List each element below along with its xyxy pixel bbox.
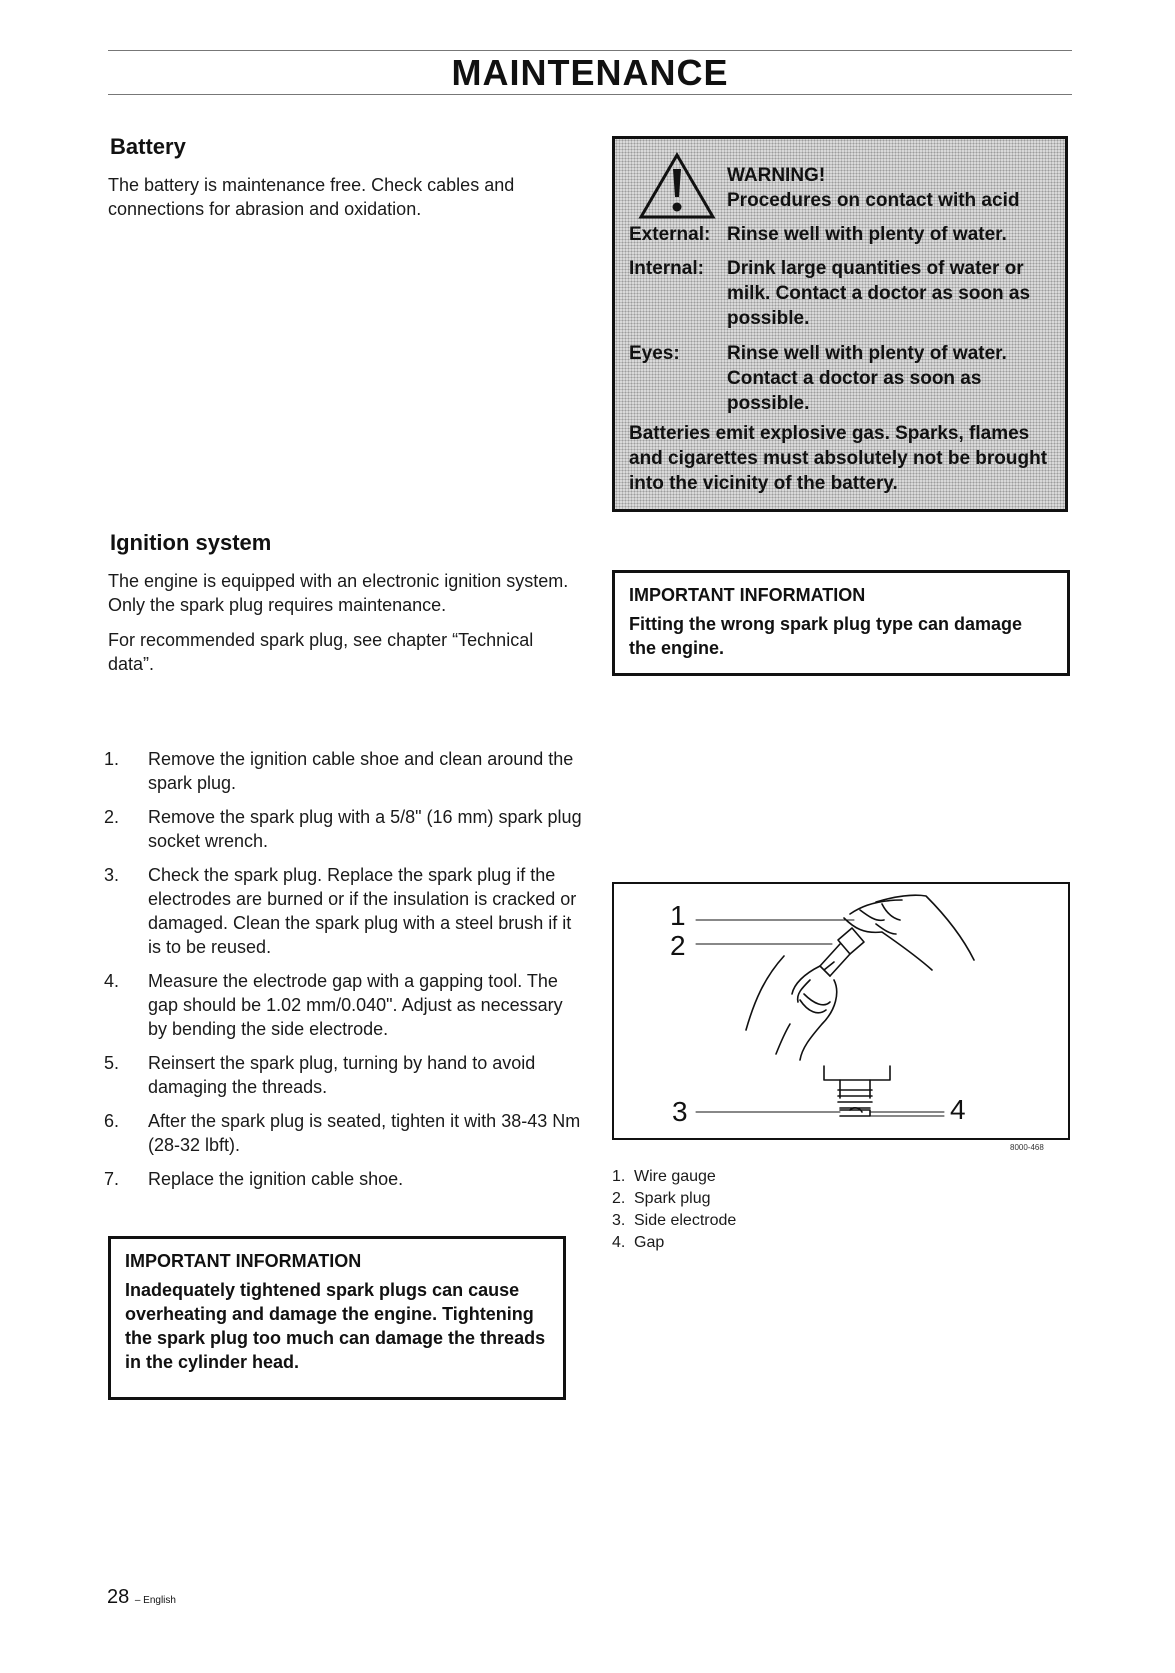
step-text: Check the spark plug. Replace the spark plug if the electrodes are burned or if the insulation is cracked or damaged. Clean the spark plug with a steel brush if it is to be reused.	[148, 865, 577, 957]
figure-code: 8000-468	[1010, 1143, 1044, 1152]
legend-number: 2.	[612, 1190, 626, 1207]
legend-text: Gap	[634, 1234, 665, 1251]
page-title: MAINTENANCE	[451, 52, 729, 93]
page-language: – English	[134, 1595, 176, 1606]
warning-row-text: Rinse well with plenty of water. Contact a doctor as soon as possible.	[727, 343, 1007, 414]
warning-row-label: External:	[629, 224, 711, 245]
step-number: 3.	[104, 865, 120, 885]
step-text: Replace the ignition cable shoe.	[148, 1169, 404, 1189]
list-item	[612, 1210, 736, 1232]
ignition-para-1: The engine is equipped with an electronic ignition system. Only the spark plug requires maintenance.	[108, 571, 569, 615]
list-item	[104, 1051, 584, 1099]
step-number: 4.	[104, 971, 120, 991]
warning-row-label: Eyes:	[629, 343, 680, 364]
warning-triangle-icon	[637, 151, 717, 221]
step-number: 7.	[104, 1169, 120, 1189]
list-item	[104, 805, 584, 853]
warning-row-text: Rinse well with plenty of water.	[727, 224, 1007, 245]
figure-label-3: 3	[672, 1096, 688, 1127]
figure-label-2: 2	[670, 930, 686, 961]
step-text: Measure the electrode gap with a gapping tool. The gap should be 1.02 mm/0.040". Adjust as necessary by bending the side electrode.	[148, 971, 563, 1039]
figure-label-4: 4	[950, 1094, 966, 1125]
header-rule-top	[108, 50, 1072, 51]
step-number: 1.	[104, 749, 120, 769]
step-text: Remove the ignition cable shoe and clean around the spark plug.	[148, 749, 574, 793]
list-item	[612, 1166, 736, 1188]
ignition-heading: Ignition system	[110, 530, 272, 555]
important-info-box-tightening	[108, 1236, 566, 1400]
step-number: 6.	[104, 1111, 120, 1131]
spark-plug-figure	[612, 882, 1070, 1140]
warning-subtitle: Procedures on contact with acid	[727, 190, 1020, 211]
legend-number: 1.	[612, 1168, 626, 1185]
info-title: IMPORTANT INFORMATION	[629, 585, 866, 605]
ignition-para-2: For recommended spark plug, see chapter “Technical data”.	[108, 630, 534, 674]
figure-label-1: 1	[670, 900, 686, 931]
warning-row-label: Internal:	[629, 258, 704, 279]
legend-number: 3.	[612, 1212, 626, 1229]
step-number: 2.	[104, 807, 120, 827]
page-number: 28	[107, 1586, 130, 1608]
spark-plug-steps	[104, 747, 584, 1201]
important-info-box-spark-plug-type	[612, 570, 1070, 676]
page-footer	[107, 1586, 176, 1609]
list-item	[104, 1167, 584, 1191]
step-text: Remove the spark plug with a 5/8" (16 mm) spark plug socket wrench.	[148, 807, 582, 851]
info-text: Inadequately tightened spark plugs can cause overheating and damage the engine. Tightening the spark plug too much can damage the threads in the cylinder head.	[125, 1280, 546, 1372]
step-text: Reinsert the spark plug, turning by hand to avoid damaging the threads.	[148, 1053, 536, 1097]
warning-title: WARNING!	[727, 165, 826, 186]
list-item	[104, 969, 584, 1041]
legend-text: Side electrode	[634, 1212, 737, 1229]
list-item	[104, 863, 584, 959]
figure-legend	[612, 1166, 736, 1254]
step-number: 5.	[104, 1053, 120, 1073]
header-rule-bottom	[108, 94, 1072, 95]
info-text: Fitting the wrong spark plug type can damage the engine.	[629, 614, 1023, 658]
acid-warning-box	[612, 136, 1068, 512]
step-text: After the spark plug is seated, tighten it with 38-43 Nm (28-32 lbft).	[148, 1111, 581, 1155]
list-item	[104, 1109, 584, 1157]
legend-text: Spark plug	[634, 1190, 711, 1207]
list-item	[612, 1232, 736, 1254]
battery-text: The battery is maintenance free. Check cables and connections for abrasion and oxidation.	[108, 175, 515, 219]
legend-number: 4.	[612, 1234, 626, 1251]
battery-heading: Battery	[110, 134, 186, 159]
legend-text: Wire gauge	[634, 1168, 716, 1185]
warning-footer: Batteries emit explosive gas. Sparks, flames and cigarettes must absolutely not be brought into the vicinity of the battery.	[629, 423, 1048, 494]
warning-row-text: Drink large quantities of water or milk. Contact a doctor as soon as possible.	[727, 258, 1031, 329]
list-item	[612, 1188, 736, 1210]
info-title: IMPORTANT INFORMATION	[125, 1251, 362, 1271]
list-item	[104, 747, 584, 795]
